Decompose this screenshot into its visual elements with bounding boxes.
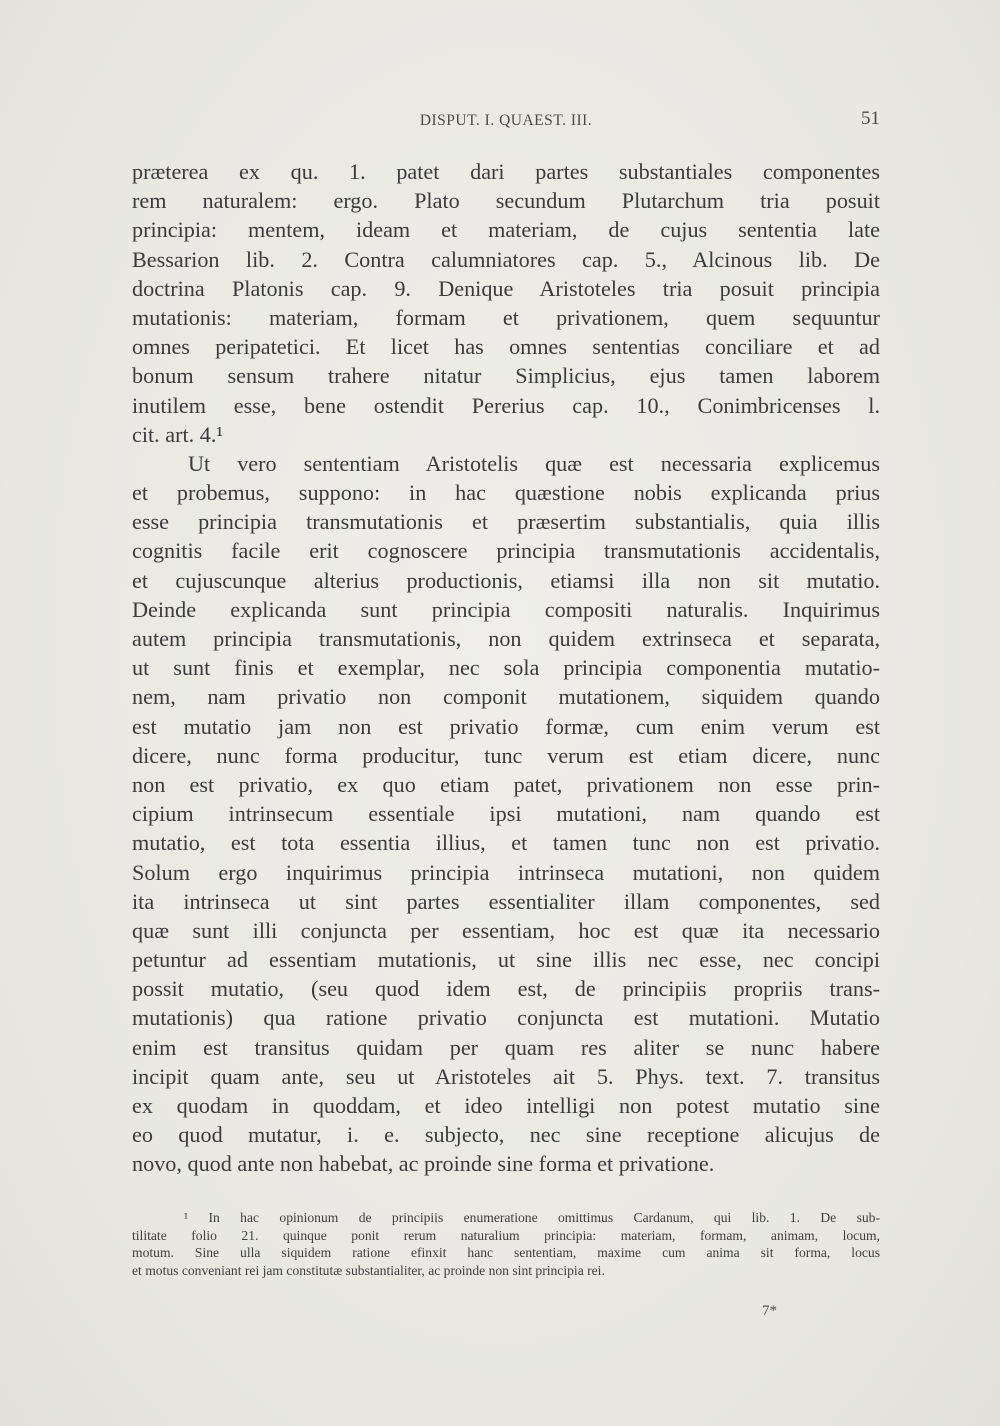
text-line: Ut vero sententiam Aristotelis quæ est necessaria explicemus [188,450,880,476]
text-line: esse principia transmutationis et præsertim substantialis, quia illis [132,509,880,535]
text-line: omnes peripatetici. Et licet has omnes sententias conciliare et ad [132,334,880,360]
text-line: cipium intrinsecum essentiale ipsi mutationi, nam quando est [132,801,880,827]
text-line: eo quod mutatur, i. e. subjecto, nec sine receptione alicujus de [132,1122,880,1148]
running-title: DISPUT. I. QUAEST. III. [419,112,593,129]
footnote-line: et motus conveniant rei jam constitutæ substantialiter, ac proinde non sint principia rei. [132,1262,605,1278]
text-line: incipit quam ante, seu ut Aristoteles ait 5. Phys. text. 7. transitus [132,1063,880,1089]
page-number: 51 [861,108,880,129]
text-line: doctrina Platonis cap. 9. Denique Aristoteles tria posuit principia [132,275,880,301]
text-line: petuntur ad essentiam mutationis, ut sine illis nec esse, nec concipi [132,947,880,973]
text-line: quæ sunt illi conjuncta per essentiam, hoc est quæ ita necessario [132,917,880,943]
text-line: non est privatio, ex quo etiam patet, privationem non esse prin- [132,771,880,797]
text-line: nem, nam privatio non componit mutationem, siquidem quando [132,684,880,710]
text-line: et cujuscunque alterius productionis, etiamsi illa non sit mutatio. [132,567,880,593]
text-line: principia: mentem, ideam et materiam, de cujus sententia late [132,217,880,243]
text-line: ita intrinseca ut sint partes essentialiter illam componentes, sed [132,888,880,914]
text-line: cit. art. 4.¹ [132,421,224,447]
text-line: possit mutatio, (seu quod idem est, de principiis propriis trans- [132,976,880,1002]
running-head [132,104,880,138]
text-line: cognitis facile erit cognoscere principia transmutationis accidentalis, [132,538,880,564]
text-line: Bessarion lib. 2. Contra calumniatores cap. 5., Alcinous lib. De [132,246,880,272]
body-text [132,157,880,1179]
text-line: ut sunt finis et exemplar, nec sola principia componentia mutatio- [132,655,880,681]
text-line: mutationis) qua ratione privatio conjuncta est mutationi. Mutatio [132,1005,880,1031]
footnote-line: tilitate folio 21. quinque ponit rerum naturalium principia: materiam, formam, animam, locum, [132,1227,880,1243]
text-line: Solum ergo inquirimus principia intrinseca mutationi, non quidem [132,859,880,885]
text-line: est mutatio jam non est privatio formæ, cum enim verum est [132,713,880,739]
text-line: novo, quod ante non habebat, ac proinde sine forma et privatione. [132,1151,715,1177]
text-line: rem naturalem: ergo. Plato secundum Plutarchum tria posuit [132,188,880,214]
text-line: mutationis: materiam, formam et privationem, quem sequuntur [132,304,880,330]
text-line: præterea ex qu. 1. patet dari partes substantiales componentes [132,159,880,184]
text-line: dicere, nunc forma producitur, tunc verum est etiam dicere, nunc [132,742,880,768]
text-line: mutatio, est tota essentia illius, et tamen tunc non est privatio. [132,830,880,856]
text-line: Deinde explicanda sunt principia compositi naturalis. Inquirimus [132,596,880,622]
text-line: autem principia transmutationis, non quidem extrinseca et separata, [132,626,880,651]
footnotes [132,1209,880,1279]
footnote-line: motum. Sine ulla siquidem ratione efinxit hanc sententiam, maxime cum anima sit forma, locus [132,1245,880,1260]
text-line: inutilem esse, bene ostendit Pererius cap. 10., Conimbricenses l. [132,392,880,418]
text-line: enim est transitus quidam per quam res aliter se nunc habere [132,1034,880,1060]
signature-mark: 7* [762,1303,777,1319]
text-line: et probemus, suppono: in hac quæstione nobis explicanda prius [132,480,880,506]
footnote-line: ¹ In hac opinionum de principiis enumeratione omittimus Cardanum, qui lib. 1. De sub- [184,1210,880,1225]
text-line: bonum sensum trahere nitatur Simplicius, ejus tamen laborem [132,363,880,389]
text-line: ex quodam in quoddam, et ideo intelligi non potest mutatio sine [132,1093,880,1118]
